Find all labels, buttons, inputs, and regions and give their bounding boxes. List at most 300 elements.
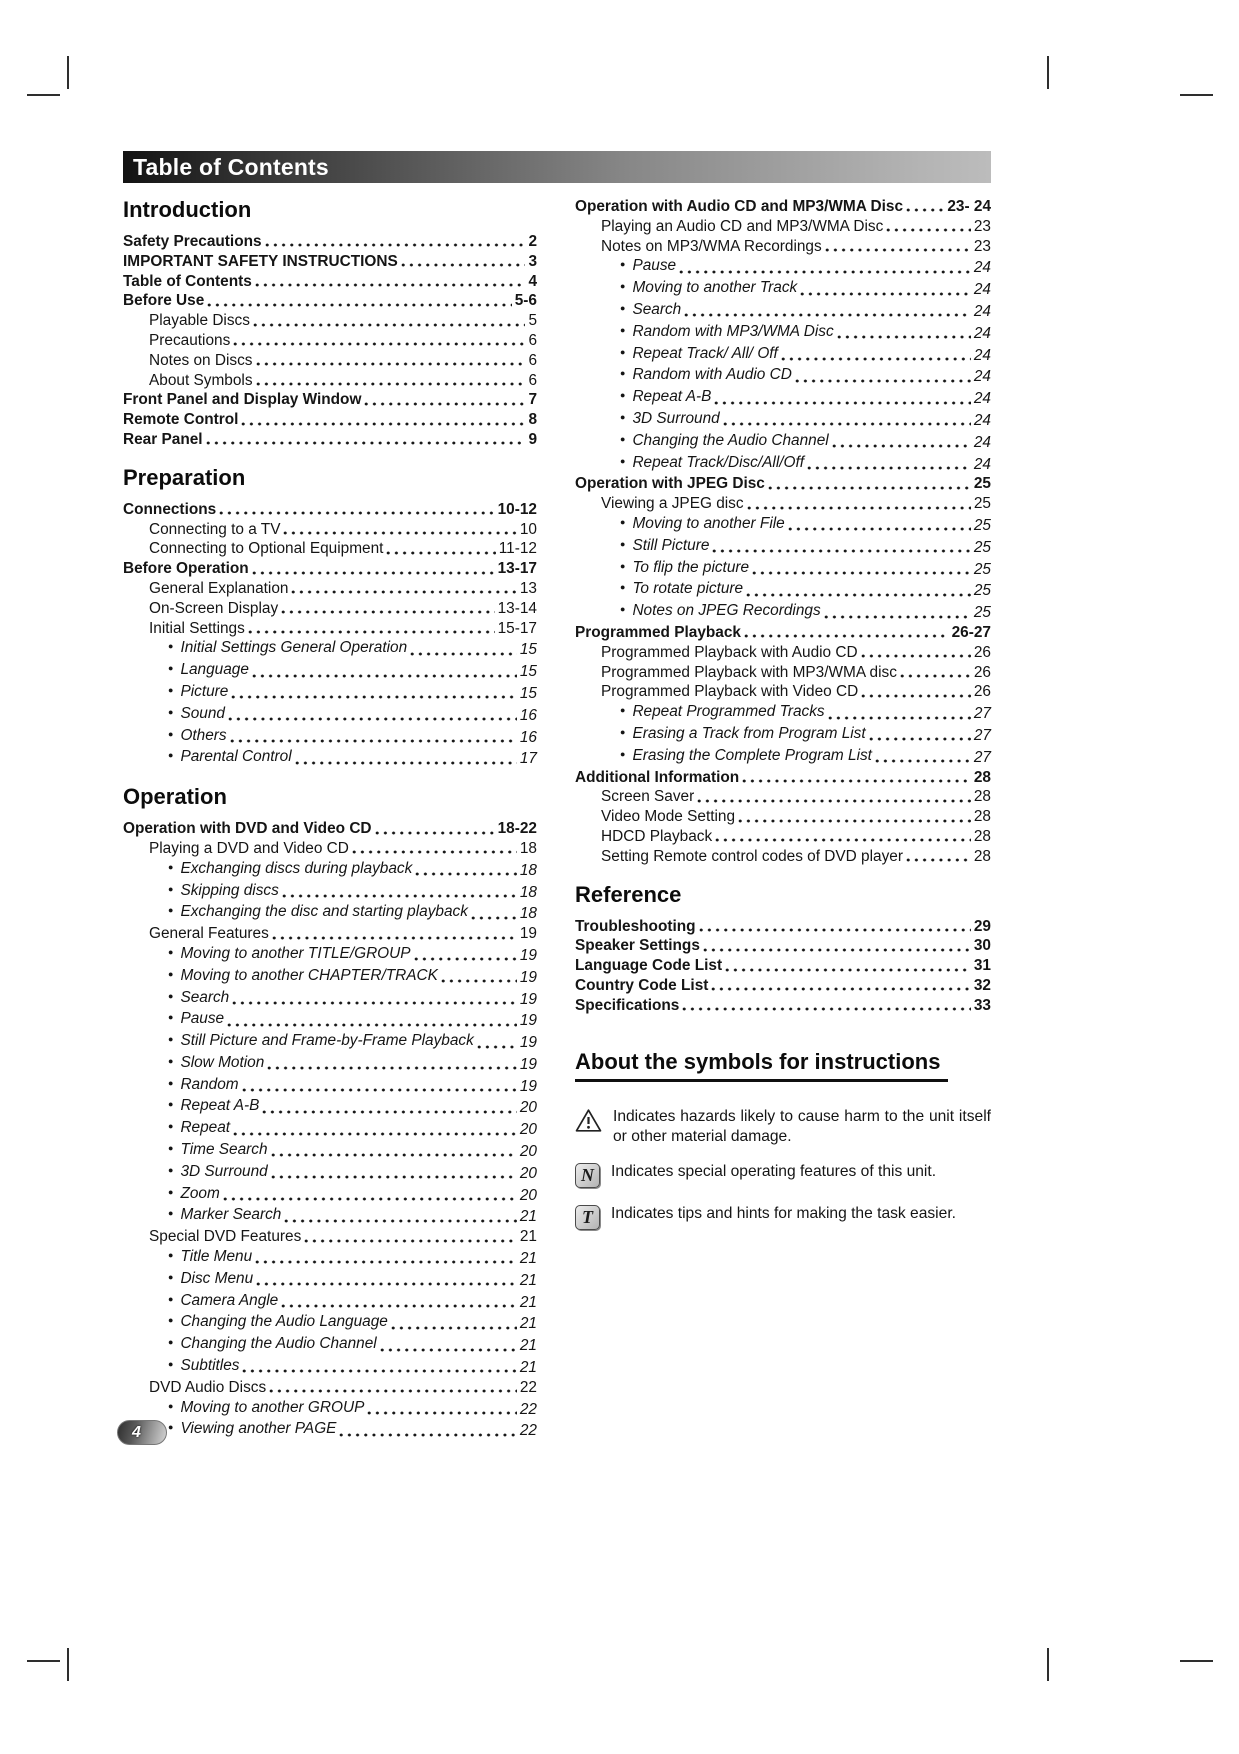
- toc-entry: [575, 322, 991, 344]
- dot-leader: [824, 601, 971, 623]
- toc-entry-page: 24: [973, 411, 991, 429]
- dot-leader: [255, 1247, 517, 1269]
- toc-entry-label: Playable Discs: [149, 312, 250, 330]
- toc-entry-label: ● Still Picture: [620, 536, 710, 554]
- section-heading: Preparation: [123, 464, 246, 490]
- dot-leader: [242, 1075, 517, 1097]
- toc-entry-label: Before Use: [123, 292, 205, 310]
- toc-entry-label: Connecting to Optional Equipment: [149, 540, 384, 558]
- toc-entry-page: 23: [973, 237, 991, 255]
- toc-entry-label: Connecting to a TV: [149, 520, 281, 538]
- toc-entry-label: ● Title Menu: [168, 1248, 253, 1266]
- page-header-bar: [123, 151, 991, 183]
- bullet-icon: ●: [168, 684, 174, 695]
- toc-entry-page: 16: [519, 706, 537, 724]
- toc-entry-label: ● Exchanging discs during playback: [168, 859, 413, 877]
- toc-entry-label: Speaker Settings: [575, 937, 700, 955]
- dot-leader: [752, 558, 971, 580]
- toc-entry-label: ● Pause: [620, 257, 677, 275]
- bullet-icon: ●: [620, 516, 626, 527]
- toc-entry-label: ● Initial Settings General Operation: [168, 639, 408, 657]
- toc-entry-label: ● Repeat Track/Disc/All/Off: [620, 453, 805, 471]
- toc-entry-label: ● Sound: [168, 704, 225, 722]
- toc-entry: [575, 217, 991, 237]
- toc-entry-page: 22: [519, 1378, 537, 1396]
- toc-entry-page: 23: [973, 217, 991, 235]
- bullet-icon: ●: [168, 728, 174, 739]
- toc-entry-page: 28: [973, 788, 991, 806]
- toc-entry: [123, 252, 537, 272]
- toc-entry: [123, 272, 537, 292]
- bullet-icon: ●: [620, 281, 626, 292]
- toc-entry: [575, 976, 991, 996]
- bullet-icon: ●: [620, 302, 626, 313]
- toc-entry-page: 21: [519, 1208, 537, 1226]
- toc-entry: [123, 1205, 537, 1227]
- toc-entry-label: Playing an Audio CD and MP3/WMA Disc: [601, 217, 884, 235]
- toc-entry-label: Operation with JPEG Disc: [575, 475, 765, 493]
- page-title: Table of Contents: [133, 153, 329, 180]
- bullet-icon: ●: [168, 1208, 174, 1219]
- toc-entry: [575, 387, 991, 409]
- dot-leader: [414, 944, 517, 966]
- toc-entry-page: 29: [973, 917, 991, 935]
- dot-leader: [768, 474, 971, 494]
- bullet-icon: ●: [620, 726, 626, 737]
- page-number: 4: [132, 1423, 141, 1441]
- toc-entry: [575, 787, 991, 807]
- toc-entry-page: 16: [519, 728, 537, 746]
- toc-entry-page: 19: [519, 946, 537, 964]
- toc-entry-page: 10-12: [497, 500, 537, 518]
- toc-entry: [123, 1184, 537, 1206]
- section-heading: Reference: [575, 881, 682, 907]
- dot-leader: [271, 1162, 517, 1184]
- toc-entry-page: 24: [973, 433, 991, 451]
- crop-mark-bottom-right-vertical: [1047, 1648, 1049, 1681]
- crop-mark-top-left-vertical: [67, 56, 69, 89]
- toc-entry: [123, 410, 537, 430]
- toc-entry-page: 23- 24: [947, 198, 991, 215]
- toc-entry-page: 22: [519, 1400, 537, 1418]
- bullet-icon: ●: [620, 433, 626, 444]
- toc-entry-page: 13-17: [497, 560, 537, 578]
- toc-entry-label: ● Picture: [168, 682, 229, 700]
- toc-entry: [575, 536, 991, 558]
- toc-entry: [123, 819, 537, 839]
- toc-entry-label: Before Operation: [123, 560, 249, 578]
- dot-leader: [711, 976, 970, 996]
- bullet-icon: ●: [168, 641, 174, 652]
- toc-entry-page: 18: [519, 839, 537, 857]
- toc-entry-page: 25: [973, 475, 991, 493]
- toc-entry-label: ● Changing the Audio Channel: [620, 431, 829, 449]
- toc-entry-label: Rear Panel: [123, 430, 203, 448]
- toc-entry-label: Country Code List: [575, 976, 709, 994]
- toc-entry: [575, 724, 991, 746]
- toc-entry: [575, 936, 991, 956]
- toc-entry-label: ● Disc Menu: [168, 1269, 254, 1287]
- toc-entry-label: General Features: [149, 925, 269, 943]
- bullet-icon: ●: [168, 1250, 174, 1261]
- toc-entry-page: 20: [519, 1099, 537, 1117]
- toc-entry-page: 19: [519, 925, 537, 943]
- toc-entry-label: ● 3D Surround: [168, 1162, 268, 1180]
- toc-entry-label: ● Parental Control: [168, 748, 292, 766]
- toc-entry: [123, 390, 537, 410]
- toc-columns: [123, 197, 991, 1441]
- toc-entry: [123, 988, 537, 1010]
- toc-entry-page: 21: [519, 1228, 537, 1246]
- toc-entry-page: 19: [519, 990, 537, 1008]
- toc-entry-page: 25: [973, 516, 991, 534]
- toc-entry: [575, 514, 991, 536]
- toc-entry: [123, 430, 537, 450]
- toc-entry: [123, 599, 537, 619]
- toc-entry: [123, 1334, 537, 1356]
- bullet-icon: ●: [168, 1143, 174, 1154]
- dot-leader: [281, 599, 494, 619]
- toc-entry: [575, 682, 991, 702]
- dot-leader: [255, 272, 526, 292]
- toc-entry-page: 3: [528, 252, 537, 270]
- toc-entry-label: ● Random with MP3/WMA Disc: [620, 322, 834, 340]
- dot-leader: [415, 859, 517, 881]
- toc-entry-label: ● Search: [168, 988, 230, 1006]
- dot-leader: [367, 1398, 517, 1420]
- toc-entry-page: 21: [519, 1315, 537, 1333]
- dot-leader: [364, 390, 525, 410]
- toc-entry-page: 20: [519, 1121, 537, 1139]
- toc-entry-page: 6: [528, 371, 537, 389]
- dot-leader: [747, 494, 971, 514]
- bullet-icon: ●: [168, 1293, 174, 1304]
- toc-entry: [575, 365, 991, 387]
- bullet-icon: ●: [168, 1337, 174, 1348]
- toc-entry: [575, 579, 991, 601]
- toc-entry: [123, 291, 537, 311]
- toc-entry-page: 28: [973, 808, 991, 826]
- toc-entry-label: ● Repeat Programmed Tracks: [620, 703, 825, 721]
- toc-entry-page: 13: [519, 579, 537, 597]
- toc-entry-label: Initial Settings: [149, 619, 245, 637]
- bullet-icon: ●: [168, 1359, 174, 1370]
- toc-entry: [575, 431, 991, 453]
- dot-leader: [380, 1334, 517, 1356]
- dot-leader: [223, 1184, 517, 1206]
- toc-entry: [123, 619, 537, 639]
- toc-entry-label: Notes on MP3/WMA Recordings: [601, 237, 822, 255]
- toc-entry-label: ● Repeat A-B: [620, 388, 712, 406]
- bullet-icon: ●: [620, 455, 626, 466]
- toc-entry-label: ● Exchanging the disc and starting playback: [168, 903, 468, 921]
- toc-entry: [123, 1356, 537, 1378]
- dot-leader: [231, 682, 517, 704]
- toc-entry: [123, 1053, 537, 1075]
- crop-mark-top-left-horizontal: [27, 94, 60, 96]
- bullet-icon: ●: [620, 259, 626, 270]
- toc-entry-page: 4: [528, 272, 537, 290]
- bullet-icon: ●: [620, 390, 626, 401]
- toc-entry-page: 25: [973, 560, 991, 578]
- toc-entry: [123, 1031, 537, 1053]
- toc-entry-label: ● Skipping discs: [168, 881, 279, 899]
- toc-entry-page: 27: [973, 705, 991, 723]
- toc-entry-label: Additional Information: [575, 768, 740, 786]
- dot-leader: [906, 847, 971, 867]
- bullet-icon: ●: [168, 1012, 174, 1023]
- toc-entry-page: 22: [519, 1422, 537, 1440]
- toc-entry-label: ● Repeat Track/ All/ Off: [620, 344, 778, 362]
- toc-entry: [123, 944, 537, 966]
- toc-entry-label: On-Screen Display: [149, 599, 279, 617]
- dot-leader: [230, 726, 517, 748]
- dot-leader: [375, 819, 495, 839]
- dot-leader: [282, 881, 517, 903]
- toc-entry-page: 25: [973, 582, 991, 600]
- toc-entry: [123, 839, 537, 859]
- dot-leader: [738, 807, 971, 827]
- bullet-icon: ●: [620, 368, 626, 379]
- toc-entry-label: Playing a DVD and Video CD: [149, 839, 349, 857]
- toc-entry-page: 10: [519, 520, 537, 538]
- dot-leader: [788, 514, 971, 536]
- toc-entry-page: 19: [519, 1034, 537, 1052]
- toc-entry-page: 26-27: [951, 623, 991, 641]
- toc-entry-label: ● Changing the Audio Language: [168, 1313, 388, 1331]
- toc-entry-page: 24: [973, 324, 991, 342]
- dot-leader: [744, 623, 949, 643]
- dot-leader: [795, 365, 971, 387]
- toc-entry-page: 30: [973, 937, 991, 955]
- crop-mark-bottom-left-vertical: [67, 1648, 69, 1681]
- toc-entry-label: Video Mode Setting: [601, 808, 736, 826]
- crop-mark-bottom-right-horizontal: [1180, 1660, 1213, 1662]
- toc-entry: [123, 539, 537, 559]
- toc-entry-label: ● Moving to another TITLE/GROUP: [168, 944, 411, 962]
- toc-entry: [575, 197, 991, 217]
- dot-leader: [807, 453, 971, 475]
- toc-entry: [123, 924, 537, 944]
- toc-entry-page: 26: [973, 643, 991, 661]
- toc-entry-label: Viewing a JPEG disc: [601, 495, 744, 513]
- dot-leader: [781, 344, 971, 366]
- toc-entry-page: 5-6: [514, 292, 537, 310]
- toc-entry: [575, 623, 991, 643]
- toc-entry-label: Setting Remote control codes of DVD player: [601, 847, 903, 865]
- toc-entry: [575, 702, 991, 724]
- toc-right-blocks: [575, 197, 991, 1015]
- toc-entry: [575, 300, 991, 322]
- toc-entry-label: About Symbols: [149, 371, 253, 389]
- toc-entry: [575, 917, 991, 937]
- symbols-heading: About the symbols for instructions: [575, 1049, 948, 1082]
- dot-leader: [253, 311, 526, 331]
- toc-entry-label: General Explanation: [149, 579, 289, 597]
- toc-entry: [123, 1398, 537, 1420]
- toc-entry-label: ● To rotate picture: [620, 580, 744, 598]
- dot-leader: [832, 431, 971, 453]
- dot-leader: [256, 371, 526, 391]
- toc-entry-page: 25: [973, 604, 991, 622]
- dot-leader: [401, 252, 526, 272]
- toc-entry-label: ● Viewing another PAGE: [168, 1420, 337, 1438]
- toc-entry-label: ● Time Search: [168, 1141, 268, 1159]
- toc-entry-label: HDCD Playback: [601, 827, 713, 845]
- toc-entry-page: 18: [519, 861, 537, 879]
- toc-entry: [123, 579, 537, 599]
- tip-icon-letter: T: [582, 1207, 593, 1228]
- toc-entry-page: 2: [528, 233, 537, 250]
- toc-entry: [123, 371, 537, 391]
- toc-entry: [575, 278, 991, 300]
- toc-entry-label: Remote Control: [123, 411, 239, 429]
- toc-entry-page: 18-22: [497, 820, 537, 838]
- dot-leader: [252, 660, 517, 682]
- toc-entry: [575, 663, 991, 683]
- dot-leader: [679, 256, 971, 278]
- dot-leader: [703, 936, 971, 956]
- dot-leader: [699, 917, 971, 937]
- toc-entry-page: 19: [519, 1077, 537, 1095]
- toc-entry: [575, 996, 991, 1016]
- toc-entry: [123, 351, 537, 371]
- bullet-icon: ●: [168, 1164, 174, 1175]
- toc-entry-label: Safety Precautions: [123, 233, 262, 250]
- bullet-icon: ●: [168, 750, 174, 761]
- toc-entry: [123, 638, 537, 660]
- toc-entry-label: ● Repeat A-B: [168, 1097, 260, 1115]
- toc-entry-page: 13-14: [497, 599, 537, 617]
- dot-leader: [271, 1140, 517, 1162]
- toc-entry: [123, 311, 537, 331]
- toc-entry: [123, 1118, 537, 1140]
- toc-entry-page: 24: [973, 346, 991, 364]
- bullet-icon: ●: [168, 905, 174, 916]
- toc-entry: [123, 1378, 537, 1398]
- toc-entry: [123, 682, 537, 704]
- dot-leader: [742, 768, 971, 788]
- toc-entry: [575, 768, 991, 788]
- toc-entry-page: 15: [519, 684, 537, 702]
- bullet-icon: ●: [620, 705, 626, 716]
- dot-leader: [256, 1269, 517, 1291]
- toc-entry-page: 18: [519, 883, 537, 901]
- toc-entry-page: 19: [519, 1055, 537, 1073]
- toc-entry: [123, 1162, 537, 1184]
- toc-entry-page: 15: [519, 663, 537, 681]
- toc-entry-page: 21: [519, 1359, 537, 1377]
- dot-leader: [410, 638, 517, 660]
- toc-entry: [575, 409, 991, 431]
- dot-leader: [233, 331, 525, 351]
- dot-leader: [283, 520, 516, 540]
- toc-entry: [575, 956, 991, 976]
- toc-entry-page: 27: [973, 726, 991, 744]
- toc-entry: [123, 1247, 537, 1269]
- bullet-icon: ●: [168, 1271, 174, 1282]
- toc-entry-label: ● Language: [168, 661, 249, 679]
- toc-entry-page: 24: [973, 259, 991, 277]
- bullet-icon: ●: [168, 663, 174, 674]
- dot-leader: [281, 1291, 517, 1313]
- toc-entry: [123, 559, 537, 579]
- toc-entry: [123, 1009, 537, 1031]
- dot-leader: [291, 579, 516, 599]
- toc-entry-page: 28: [973, 768, 991, 786]
- bullet-icon: ●: [168, 1315, 174, 1326]
- toc-entry-label: ● Changing the Audio Channel: [168, 1335, 377, 1353]
- toc-entry-label: ● Moving to another CHAPTER/TRACK: [168, 966, 438, 984]
- bullet-icon: ●: [168, 1077, 174, 1088]
- dot-leader: [295, 747, 517, 769]
- toc-entry: [123, 1419, 537, 1441]
- toc-entry-label: ● Marker Search: [168, 1206, 282, 1224]
- symbol-item-warning: [575, 1107, 991, 1146]
- dot-leader: [861, 682, 971, 702]
- toc-entry-page: 20: [519, 1164, 537, 1182]
- dot-leader: [262, 1096, 516, 1118]
- bullet-icon: ●: [168, 946, 174, 957]
- toc-entry: [575, 643, 991, 663]
- toc-entry: [575, 237, 991, 257]
- toc-entry-page: 15: [519, 641, 537, 659]
- toc-entry: [123, 1227, 537, 1247]
- toc-entry-page: 21: [519, 1271, 537, 1289]
- toc-entry-page: 19: [519, 968, 537, 986]
- toc-entry-label: ● To flip the picture: [620, 558, 750, 576]
- toc-entry-label: ● Erasing the Complete Program List: [620, 746, 872, 764]
- bullet-icon: ●: [620, 411, 626, 422]
- dot-leader: [837, 322, 971, 344]
- toc-entry: [123, 966, 537, 988]
- toc-entry-label: Programmed Playback with Audio CD: [601, 643, 858, 661]
- symbol-text-tip: Indicates tips and hints for making the task easier.: [611, 1205, 956, 1223]
- toc-entry-label: ● Subtitles: [168, 1357, 240, 1375]
- toc-entry: [123, 1269, 537, 1291]
- toc-entry-label: ● Moving to another Track: [620, 279, 798, 297]
- dot-leader: [252, 559, 495, 579]
- toc-entry: [123, 660, 537, 682]
- toc-entry-label: Operation with Audio CD and MP3/WMA Disc: [575, 198, 904, 215]
- toc-entry: [123, 704, 537, 726]
- dot-leader: [391, 1312, 517, 1334]
- toc-entry: [123, 726, 537, 748]
- toc-entry-page: 33: [973, 996, 991, 1014]
- bullet-icon: ●: [168, 1099, 174, 1110]
- page-number-badge: [117, 1420, 167, 1445]
- dot-leader: [267, 1053, 517, 1075]
- toc-entry-label: ● Search: [620, 300, 682, 318]
- dot-leader: [471, 902, 517, 924]
- toc-entry: [123, 902, 537, 924]
- toc-entry-page: 17: [519, 750, 537, 768]
- toc-entry-label: ● Still Picture and Frame-by-Frame Playback: [168, 1032, 474, 1050]
- toc-entry: [575, 344, 991, 366]
- crop-mark-top-right-horizontal: [1180, 94, 1213, 96]
- toc-entry-label: ● Notes on JPEG Recordings: [620, 602, 821, 620]
- dot-leader: [228, 704, 517, 726]
- crop-mark-bottom-left-horizontal: [27, 1660, 60, 1662]
- toc-entry-label: Screen Saver: [601, 788, 695, 806]
- toc-right-column: [575, 197, 991, 1441]
- toc-entry: [123, 1291, 537, 1313]
- note-icon: [575, 1163, 600, 1188]
- toc-entry: [123, 232, 537, 252]
- toc-entry: [123, 1140, 537, 1162]
- dot-leader: [232, 988, 517, 1010]
- toc-entry: [575, 807, 991, 827]
